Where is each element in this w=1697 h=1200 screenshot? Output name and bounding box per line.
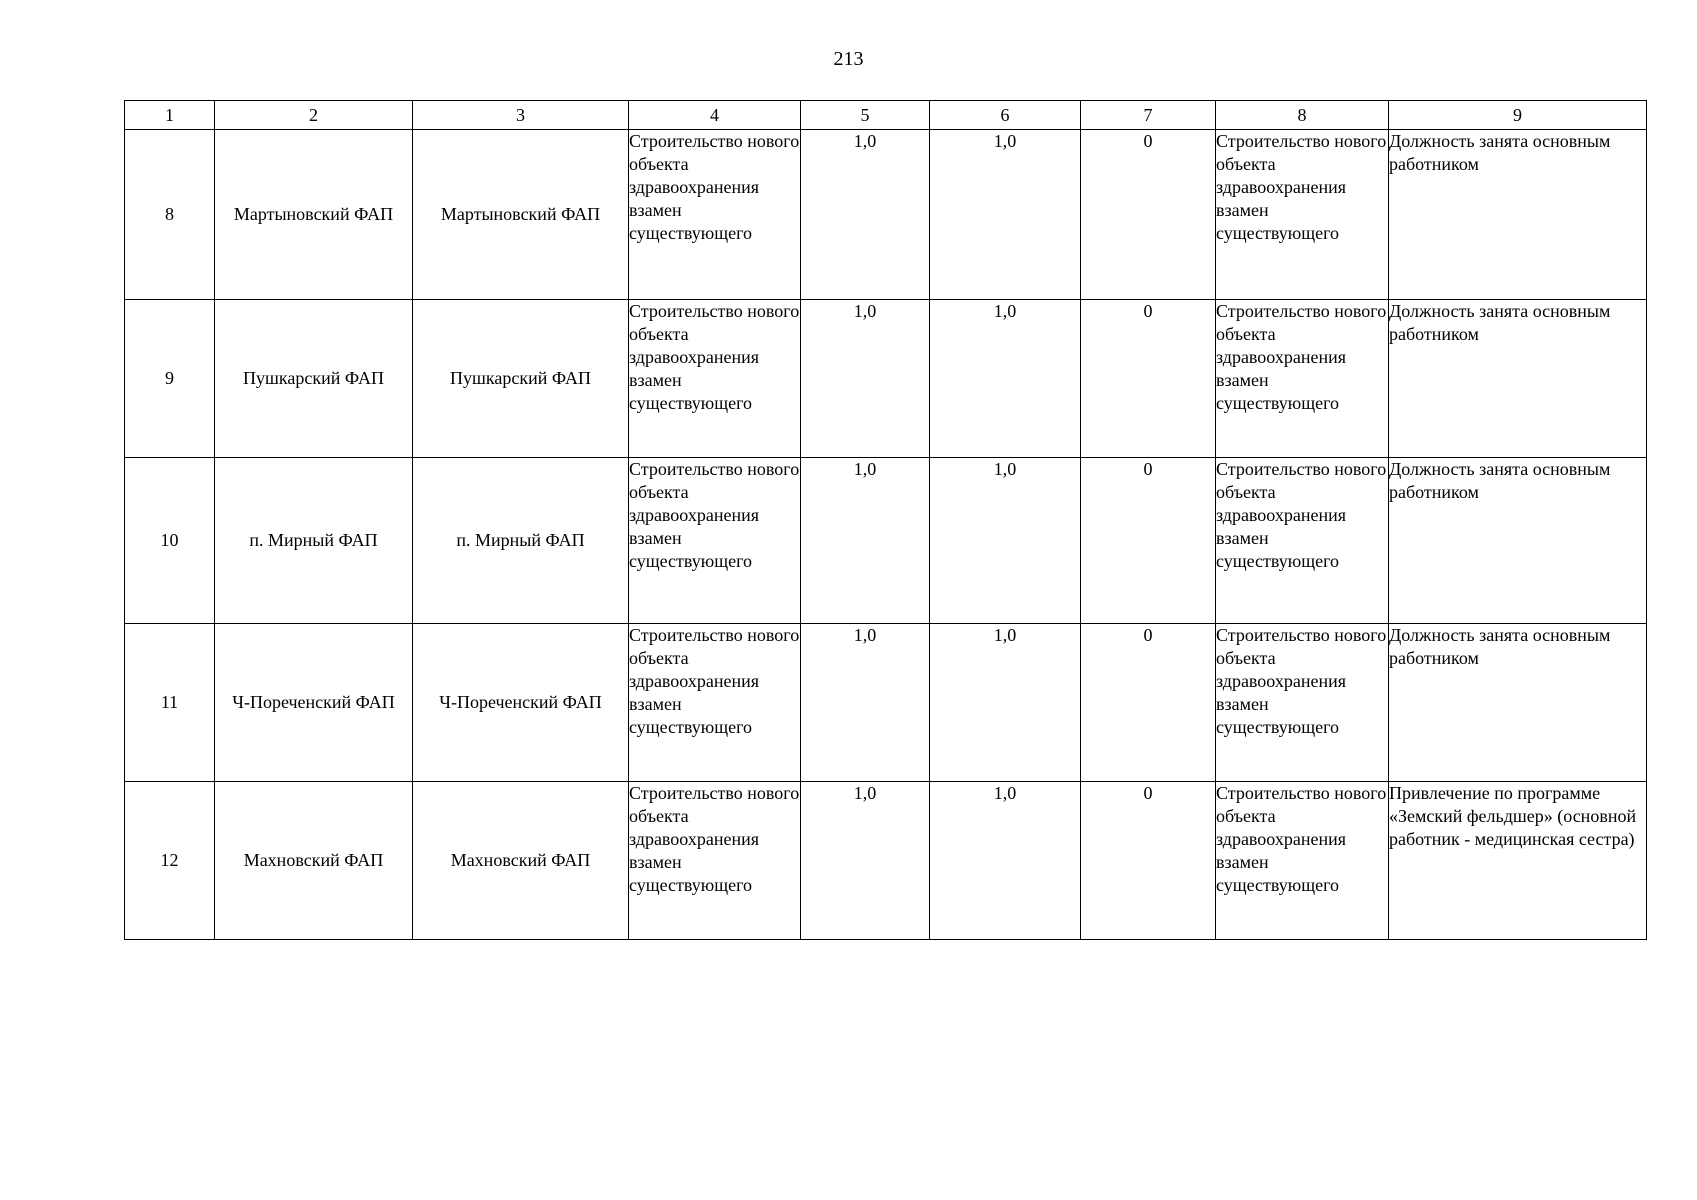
table-row — [125, 300, 1647, 458]
facility-name: Пушкарский ФАП — [215, 300, 413, 458]
facility-unit: Пушкарский ФАП — [413, 300, 629, 458]
measure-cell: Строительство нового объекта здравоохранения взамен существующего — [629, 130, 801, 300]
value-col6: 1,0 — [930, 624, 1081, 782]
column-header: 7 — [1081, 101, 1216, 130]
column-header: 4 — [629, 101, 801, 130]
column-header: 8 — [1216, 101, 1389, 130]
measure-cell: Строительство нового объекта здравоохранения взамен существующего — [629, 458, 801, 624]
column-header: 9 — [1389, 101, 1647, 130]
note-cell: Привлечение по программе «Земский фельдшер» (основной работник - медицинская сестра) — [1389, 782, 1647, 940]
data-table — [124, 100, 1647, 940]
column-header: 1 — [125, 101, 215, 130]
page-number: 213 — [833, 48, 864, 70]
value-col5: 1,0 — [801, 130, 930, 300]
measure-cell: Строительство нового объекта здравоохранения взамен существующего — [629, 624, 801, 782]
value-col7: 0 — [1081, 624, 1216, 782]
value-col7: 0 — [1081, 458, 1216, 624]
row-number: 9 — [125, 300, 215, 458]
note-cell: Должность занята основным работником — [1389, 624, 1647, 782]
measure2-cell: Строительство нового объекта здравоохранения взамен существующего — [1216, 458, 1389, 624]
table-row — [125, 130, 1647, 300]
value-col5: 1,0 — [801, 782, 930, 940]
value-col7: 0 — [1081, 300, 1216, 458]
facility-unit: Ч-Пореченский ФАП — [413, 624, 629, 782]
table-row — [125, 458, 1647, 624]
table-row — [125, 782, 1647, 940]
note-cell: Должность занята основным работником — [1389, 300, 1647, 458]
facility-unit: Мартыновский ФАП — [413, 130, 629, 300]
value-col7: 0 — [1081, 130, 1216, 300]
column-header: 5 — [801, 101, 930, 130]
header-row — [125, 101, 1647, 130]
measure-cell: Строительство нового объекта здравоохранения взамен существующего — [629, 300, 801, 458]
facility-unit: Махновский ФАП — [413, 782, 629, 940]
value-col5: 1,0 — [801, 300, 930, 458]
facility-unit: п. Мирный ФАП — [413, 458, 629, 624]
measure2-cell: Строительство нового объекта здравоохранения взамен существующего — [1216, 624, 1389, 782]
value-col6: 1,0 — [930, 458, 1081, 624]
column-header: 3 — [413, 101, 629, 130]
measure2-cell: Строительство нового объекта здравоохранения взамен существующего — [1216, 782, 1389, 940]
measure2-cell: Строительство нового объекта здравоохранения взамен существующего — [1216, 130, 1389, 300]
column-header: 2 — [215, 101, 413, 130]
value-col6: 1,0 — [930, 300, 1081, 458]
facility-name: Махновский ФАП — [215, 782, 413, 940]
value-col7: 0 — [1081, 782, 1216, 940]
note-cell: Должность занята основным работником — [1389, 458, 1647, 624]
facility-name: п. Мирный ФАП — [215, 458, 413, 624]
row-number: 11 — [125, 624, 215, 782]
row-number: 8 — [125, 130, 215, 300]
column-header: 6 — [930, 101, 1081, 130]
value-col5: 1,0 — [801, 458, 930, 624]
row-number: 10 — [125, 458, 215, 624]
facility-name: Ч-Пореченский ФАП — [215, 624, 413, 782]
value-col5: 1,0 — [801, 624, 930, 782]
facility-name: Мартыновский ФАП — [215, 130, 413, 300]
row-number: 12 — [125, 782, 215, 940]
value-col6: 1,0 — [930, 130, 1081, 300]
value-col6: 1,0 — [930, 782, 1081, 940]
table-row — [125, 624, 1647, 782]
measure2-cell: Строительство нового объекта здравоохранения взамен существующего — [1216, 300, 1389, 458]
note-cell: Должность занята основным работником — [1389, 130, 1647, 300]
measure-cell: Строительство нового объекта здравоохранения взамен существующего — [629, 782, 801, 940]
